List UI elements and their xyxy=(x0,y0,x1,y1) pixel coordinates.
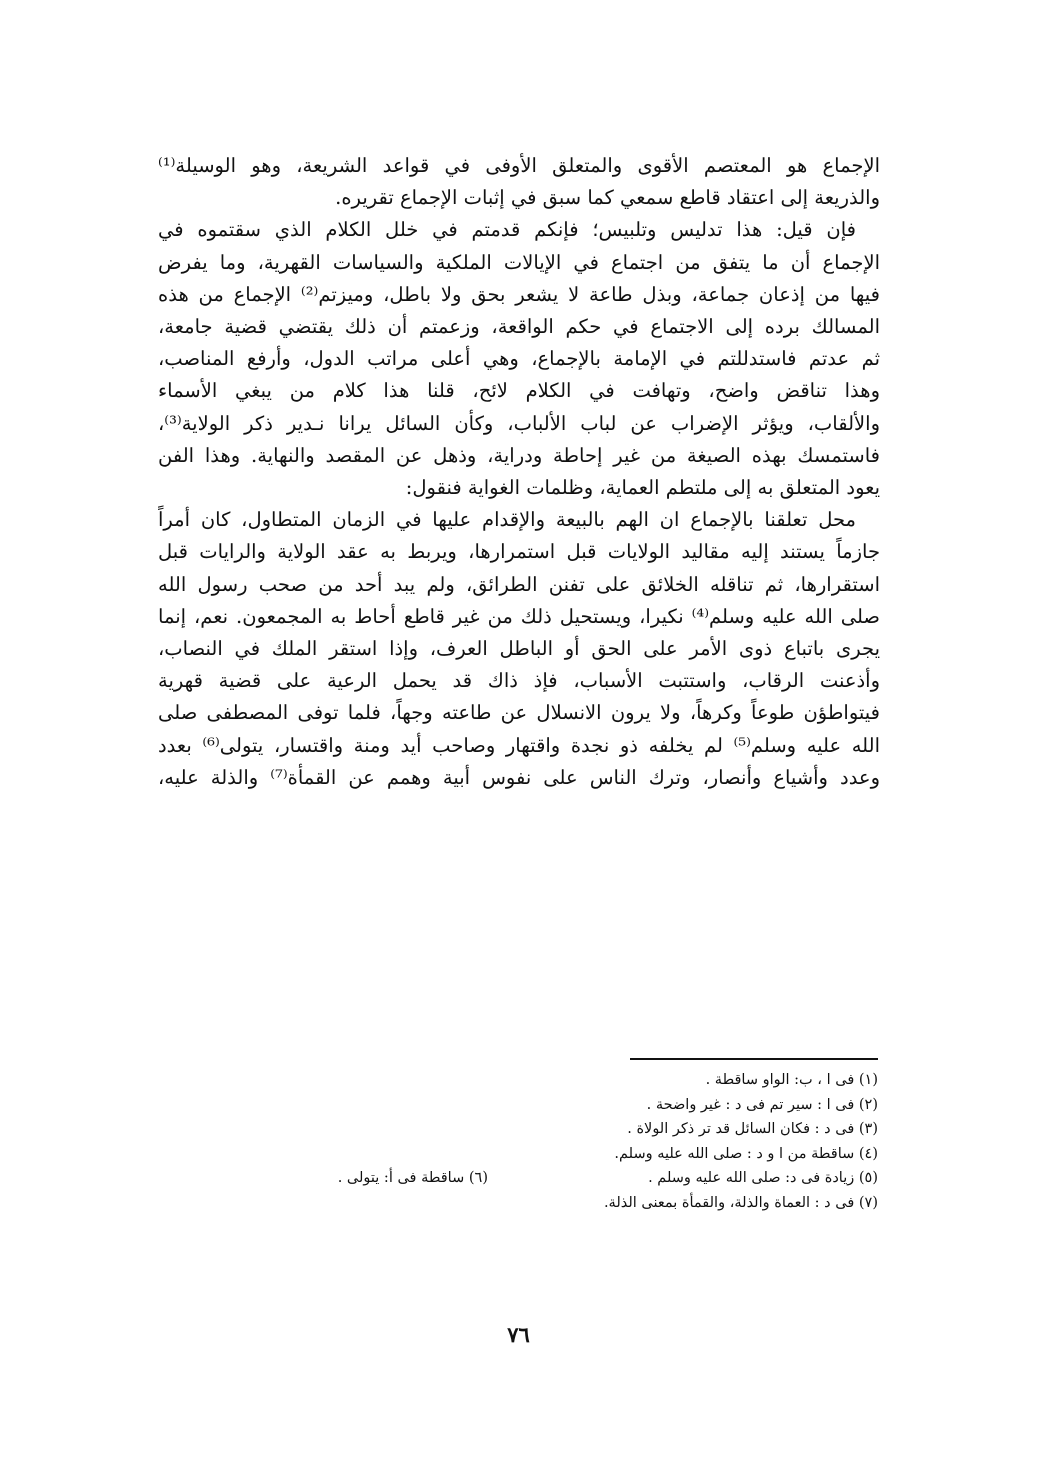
text-line-9: والألقاب، ويؤثر الإضراب عن لباب الألباب، وكأن السائل يرانا نـدير ذكر الولاية⁽³⁾، xyxy=(158,411,880,435)
paragraph-2 xyxy=(158,214,880,504)
text-line-19: الله عليه وسلم⁽⁵⁾ لم يخلفه ذو نجدة واقتهار وصاحب أيد ومنة واقتسار، يتولى⁽⁶⁾ بعدد xyxy=(158,733,880,757)
footnote-1: (١) فى ا ، ب: الواو ساقطة . xyxy=(705,1072,878,1088)
text-line-12: محل تعلقنا بالإجماع ان الهم بالبيعة والإقدام عليها في الزمان المتطاول، كان أمراً xyxy=(158,508,856,532)
text-line-2: والذريعة إلى اعتقاد قاطع سمعي كما سبق في إثبات الإجماع تقريره. xyxy=(335,186,880,210)
footnote-4: (٤) ساقطة من ا و د : صلى الله عليه وسلم. xyxy=(614,1145,878,1162)
text-line-7: ثم عدتم فاستدللتم في الإمامة بالإجماع، وهي أعلى مراتب الدول، وأرفع المناصب، xyxy=(158,347,880,371)
main-text xyxy=(158,150,880,794)
text-line-16: يجرى باتباع ذوى الأمر على الحق أو الباطل العرف، وإذا استقر الملك في النصاب، xyxy=(158,637,880,661)
text-line-17: وأذعنت الرقاب، واستتبت الأسباب، فإذ ذاك قد يحمل الرعية على قضية قهرية xyxy=(158,669,880,693)
text-line-13: جازماً يستند إليه مقاليد الولايات قبل استمرارها، ويربط به عقد الولاية والرايات قبل xyxy=(158,540,880,564)
footnote-row-5-6 xyxy=(158,1166,878,1191)
footnote-3: (٣) فى د : فكان السائل قد تر ذكر الولاة . xyxy=(627,1121,878,1138)
page-number: ٧٦ xyxy=(507,1322,530,1347)
text-line-5: فيها من إذعان جماعة، وبذل طاعة لا يشعر بحق ولا باطل، وميزتم⁽²⁾ الإجماع من هذه xyxy=(158,282,880,306)
footnote-7: (٧) فى د : العماة والذلة، والقمأة بمعنى الذلة. xyxy=(603,1194,878,1211)
footnotes xyxy=(158,1068,878,1216)
text-line-20: وعدد وأشياع وأنصار، وترك الناس على نفوس أبية وهمم عن القمأة⁽⁷⁾ والذلة عليه، xyxy=(158,765,880,789)
paragraph-1 xyxy=(158,150,880,214)
footnote-divider xyxy=(630,1058,878,1060)
footnote-5: (٥) زيادة فى د: صلى الله عليه وسلم . xyxy=(648,1170,878,1187)
text-line-4: الإجماع أن ما يتفق من اجتماع في الإيالات الملكية والسياسات القهرية، وما يفرض xyxy=(158,250,880,274)
paragraph-3 xyxy=(158,504,880,794)
text-line-11: يعود المتعلق به إلى ملتطم العماية، وظلمات الغواية فنقول: xyxy=(405,476,880,500)
text-line-15: صلى الله عليه وسلم⁽⁴⁾ نكيرا، ويستحيل ذلك من غير قاطع أحاط به المجمعون. نعم، إنما xyxy=(158,604,880,628)
text-line-1: الإجماع هو المعتصم الأقوى والمتعلق الأوفى في قواعد الشريعة، وهو الوسيلة⁽¹⁾ xyxy=(158,154,880,177)
text-line-8: وهذا تناقض واضح، وتهافت في الكلام لائح، قلنا هذا كلام من يبغي الأسماء xyxy=(158,379,880,403)
text-line-10: فاستمسك بهذه الصيغة من غير إحاطة ودراية، وذهل عن المقصد والنهاية. وهذا الفن xyxy=(158,443,880,467)
text-line-14: استقرارها، ثم تناقله الخلائق على تفنن الطرائق، ولم يبد أحد من صحب رسول الله xyxy=(158,572,880,596)
text-line-3: فإن قيل: هذا تدليس وتلبيس؛ فإنكم قدمتم في خلل الكلام الذي سقتموه في xyxy=(158,218,856,242)
text-line-18: فيتواطؤن طوعاً وكرهاً، ولا يرون الانسلال عن طاعته وجهاً، فلما توفى المصطفى صلى xyxy=(158,701,880,725)
footnote-6: (٦) ساقطة فى أ: يتولى . xyxy=(337,1170,488,1187)
text-line-6: المسالك برده إلى الاجتماع في حكم الواقعة، وزعمتم أن ذلك يقتضي قضية جامعة، xyxy=(158,315,880,339)
footnote-2: (٢) فى ا : سير تم فى د : غير واضحة . xyxy=(646,1096,878,1113)
